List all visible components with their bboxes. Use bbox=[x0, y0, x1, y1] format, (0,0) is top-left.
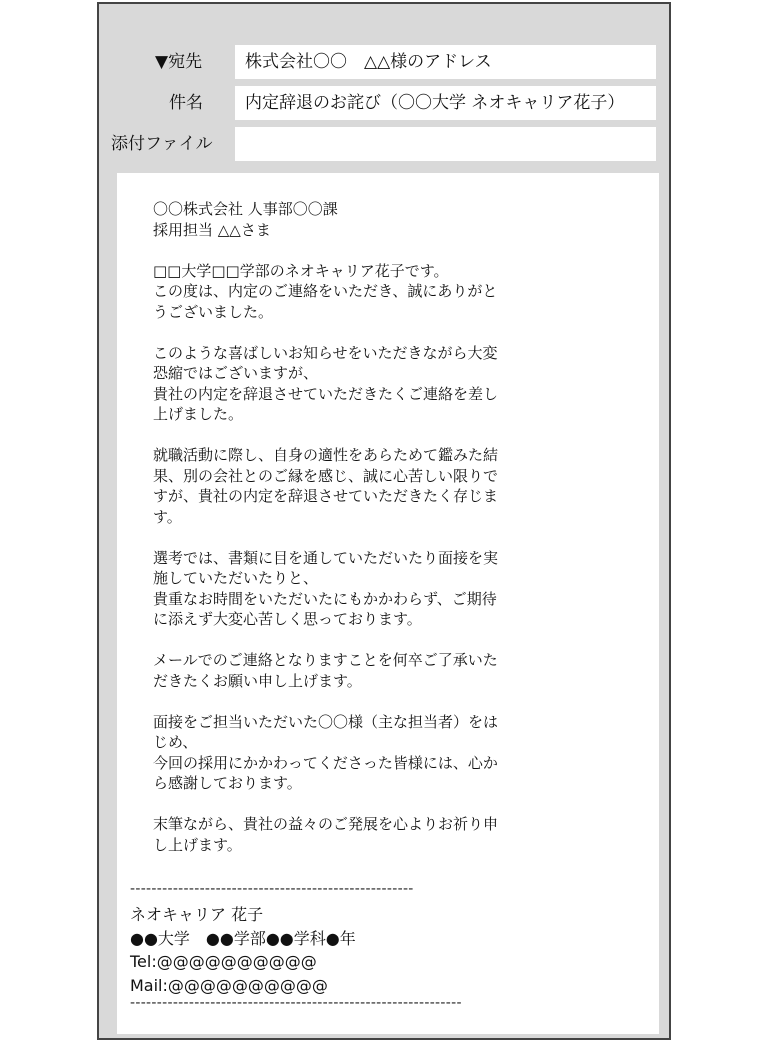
to-field[interactable]: 株式会社〇〇 △△様のアドレス bbox=[235, 45, 656, 79]
message-line: 〇〇株式会社 人事部〇〇課 bbox=[153, 200, 338, 218]
message-line: 施していただいたりと、 bbox=[153, 569, 319, 587]
signature-divider-bottom: -------------------------------------------------------------- bbox=[130, 995, 462, 1011]
to-row bbox=[99, 45, 669, 79]
signature-name: ネオキャリア 花子 bbox=[130, 905, 264, 924]
message-line: 就職活動に際し、自身の適性をあらためて鑑みた結 bbox=[153, 446, 499, 464]
subject-row bbox=[99, 86, 669, 120]
message-paragraph bbox=[153, 712, 573, 794]
subject-field[interactable]: 内定辞退のお詫び（〇〇大学 ネオキャリア花子） bbox=[235, 86, 656, 120]
message-line: このような喜ばしいお知らせをいただきながら大変 bbox=[153, 343, 498, 362]
message-line: □□大学□□学部のネオキャリア花子です。 bbox=[153, 261, 449, 280]
signature-divider-top: ----------------------------------------------------- bbox=[130, 881, 414, 897]
attachment-label: 添付ファイル bbox=[111, 134, 213, 154]
message-line: 採用担当 △△さま bbox=[153, 220, 271, 239]
message-line: 末筆ながら、貴社の益々のご発展を心よりお祈り申 bbox=[153, 815, 499, 833]
message-paragraph bbox=[153, 199, 573, 240]
signature-school: ●●大学 ●●学部●●学科●年 bbox=[130, 928, 356, 948]
message-paragraph bbox=[153, 814, 573, 855]
message-line: 貴重なお時間をいただいたにもかかわらず、ご期待 bbox=[153, 589, 497, 608]
message-body[interactable] bbox=[117, 173, 659, 1034]
attachment-field[interactable] bbox=[235, 127, 656, 161]
message-line: し上げます。 bbox=[153, 835, 242, 854]
message-line: 選考では、書類に目を通していただいたり面接を実 bbox=[153, 548, 499, 567]
message-line: この度は、内定のご連絡をいただき、誠にありがと bbox=[153, 282, 498, 300]
message-text bbox=[153, 199, 573, 876]
message-line: す。 bbox=[153, 507, 182, 526]
message-line: 面接をご担当いただいた〇〇様（主な担当者）をは bbox=[153, 712, 499, 731]
attachment-row bbox=[99, 127, 669, 161]
signature-tel: Tel:@@@@@@@@@@ bbox=[130, 952, 317, 971]
message-line: うございました。 bbox=[153, 302, 274, 321]
message-paragraph bbox=[153, 343, 573, 425]
message-line: 今回の採用にかかわってくださった皆様には、心か bbox=[153, 753, 498, 772]
signature-block bbox=[130, 903, 356, 997]
message-line: だきたくお願い申し上げます。 bbox=[153, 671, 362, 690]
message-paragraph bbox=[153, 445, 573, 527]
message-line: メールでのご連絡となりますことを何卒ご了承いた bbox=[153, 651, 498, 669]
message-line: 上げました。 bbox=[153, 405, 244, 423]
to-label: ▼宛先 bbox=[155, 52, 203, 72]
message-paragraph bbox=[153, 650, 573, 691]
message-line: 恐縮ではございますが、 bbox=[153, 364, 319, 382]
signature-mail: Mail:@@@@@@@@@@ bbox=[130, 975, 328, 995]
email-compose-window bbox=[97, 2, 671, 1040]
message-line: 貴社の内定を辞退させていただきたくご連絡を差し bbox=[153, 384, 499, 403]
message-line: に添えず大変心苦しく思っております。 bbox=[153, 610, 422, 628]
message-line: すが、貴社の内定を辞退させていただきたく存じま bbox=[153, 487, 499, 505]
message-line: 果、別の会社とのご縁を感じ、誠に心苦しい限りで bbox=[153, 466, 499, 485]
message-paragraph bbox=[153, 261, 573, 323]
subject-label: 件名 bbox=[169, 93, 203, 113]
message-line: ら感謝しております。 bbox=[153, 774, 302, 792]
message-paragraph bbox=[153, 548, 573, 630]
message-line: じめ、 bbox=[153, 733, 198, 751]
